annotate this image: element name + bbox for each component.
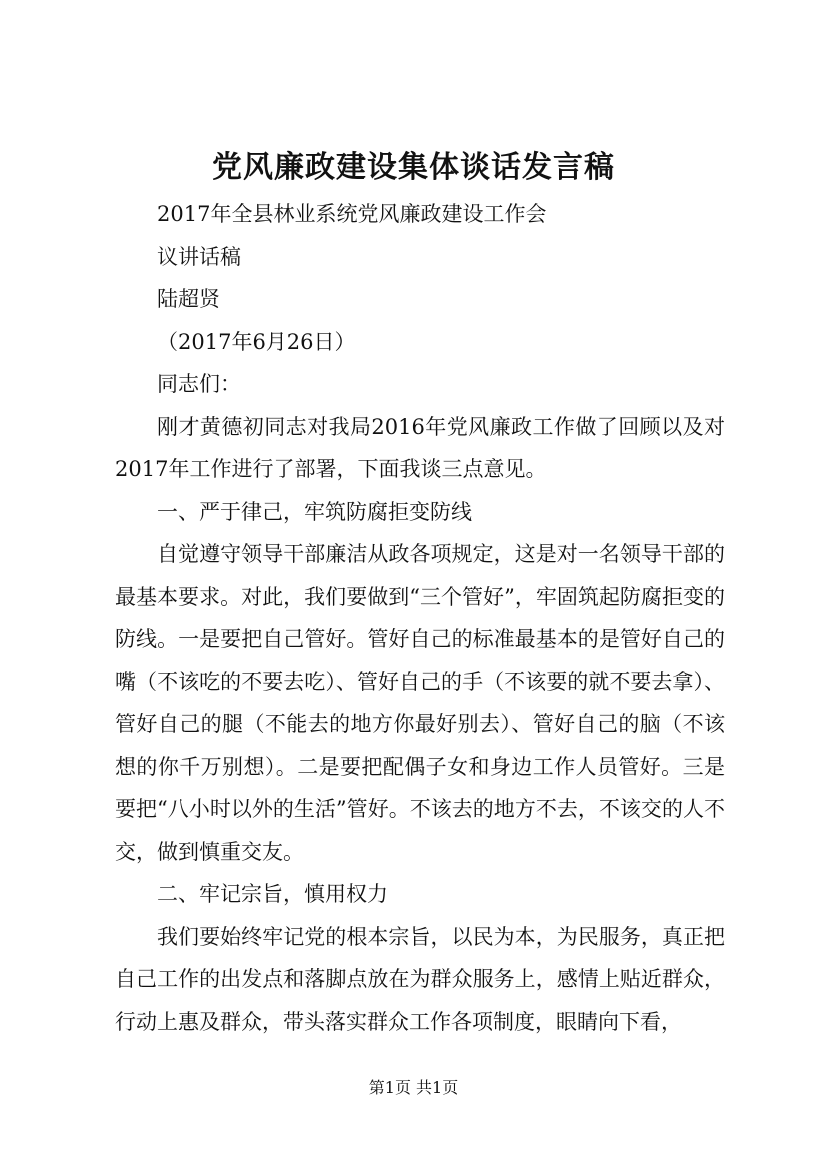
page-number-footer: 第1页 共1页 <box>368 1078 459 1097</box>
paragraph-speaker: 陆超贤 <box>157 287 220 311</box>
section-heading-2: 二、牢记宗旨，慎用权力 <box>157 882 388 906</box>
paragraph-section-2: 我们要始终牢记党的根本宗旨，以民为本，为民服务，真正把自己工作的出发点和落脚点放在为群众服务上，感情上贴近群众，行动上惠及群众，带头落实群众工作各项制度，眼睛向下看， <box>115 924 725 1034</box>
paragraph-meeting-title-line1: 2017年全县林业系统党风廉政建设工作会 <box>157 202 547 226</box>
document-body <box>115 193 725 1043</box>
document-title: 党风廉政建设集体谈话发言稿 <box>212 150 615 185</box>
paragraph-meeting-title-line2: 议讲话稿 <box>157 244 241 269</box>
paragraph-date: （2017年6月26日） <box>157 329 356 354</box>
section-heading-1: 一、严于律己，牢筑防腐拒变防线 <box>157 499 472 524</box>
paragraph-salutation: 同志们： <box>157 372 241 396</box>
paragraph-intro: 刚才黄德初同志对我局2016年党风廉政工作做了回顾以及对2017年工作进行了部署，下面我谈三点意见。 <box>115 414 725 481</box>
paragraph-section-1: 自觉遵守领导干部廉洁从政各项规定，这是对一名领导干部的最基本要求。对此，我们要做到“三个管好”，牢固筑起防腐拒变的防线。一是要把自己管好。管好自己的标准最基本的是管好自己的嘴（不该吃的不要去吃）、管好自己的手（不该要的就不要去拿）、管好自己的腿（不能去的地方你最好别去）、管好自己的脑（不该想的你千万别想）。二是要把配偶子女和身边工作人员管好。三是要把“八小时以外的生活”管好。不该去的地方不去，不该交的人不交，做到慎重交友。 <box>115 542 725 864</box>
